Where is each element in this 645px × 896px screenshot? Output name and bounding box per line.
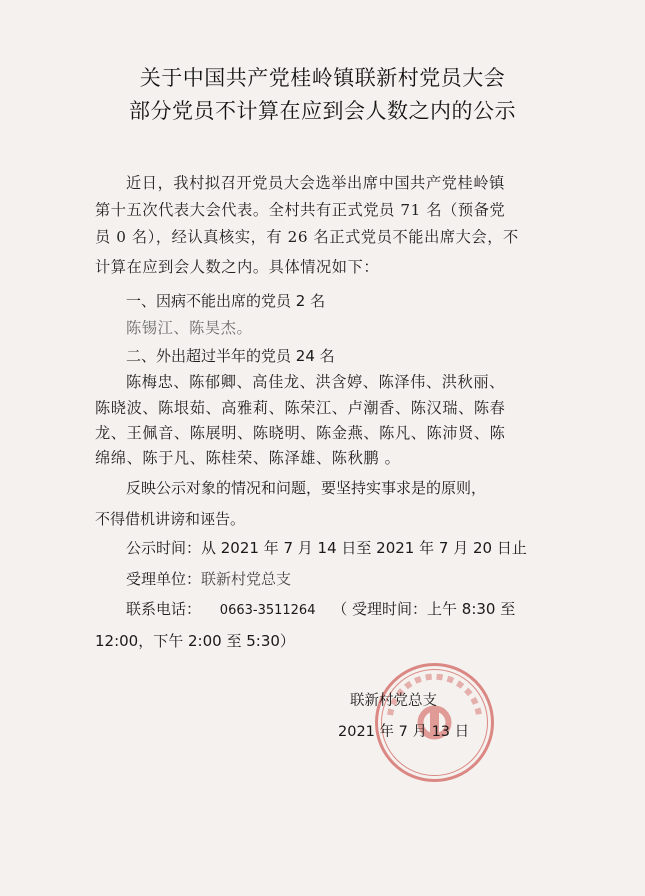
- title-line-2: 部分党员不计算在应到会人数之内的公示: [129, 99, 516, 123]
- intro-line-1: 近日，我村拟召开党员大会选举出席中国共产党桂岭镇: [126, 174, 505, 192]
- section1-heading: 一、因病不能出席的党员 2 名: [126, 292, 326, 310]
- office-label: 受理单位：: [126, 570, 202, 588]
- intro-line-4: 计算在应到会人数之内。具体情况如下：: [95, 258, 380, 276]
- intro-line-3: 员 0 名），经认真核实，有 26 名正式党员不能出席大会，不: [95, 228, 519, 246]
- notice-line-2: 不得借机讲谤和诬告。: [95, 510, 246, 528]
- section2-line-4: 绵绵、陈于凡、陈桂荣、陈泽雄、陈秋鹏 。: [95, 449, 401, 467]
- publicity-period: 公示时间：从 2021 年 7 月 14 日至 2021 年 7 月 20 日止: [126, 539, 527, 557]
- hours-part-2: 12:00，下午 2:00 至 5:30）: [95, 632, 295, 650]
- office-value: 联新村党总支: [201, 570, 292, 588]
- section2-line-2: 陈晓波、陈垠茹、高雅莉、陈荣江、卢潮香、陈汉瑞、陈春: [95, 399, 506, 417]
- section2-line-3: 龙、王佩音、陈展明、陈晓明、陈金燕、陈凡、陈沛贤、陈: [95, 424, 506, 442]
- signature-org: 联新村党总支: [350, 693, 437, 709]
- hours-part-1: （ 受理时间：上午 8:30 至: [332, 600, 516, 618]
- signature-date: 2021 年 7 月 13 日: [338, 724, 470, 740]
- office-line: [126, 569, 291, 589]
- title-line-1: 关于中国共产党桂岭镇联新村党员大会: [139, 66, 506, 90]
- notice-line-1: 反映公示对象的情况和问题，要坚持实事求是的原则，: [126, 479, 487, 497]
- section1-names: 陈锡江、陈昊杰。: [126, 319, 253, 337]
- phone-value: 0663-3511264: [219, 603, 316, 618]
- intro-line-2: 第十五次代表大会代表。全村共有正式党员 71 名（预备党: [95, 201, 506, 219]
- section2-line-1: 陈梅忠、陈郁卿、高佳龙、洪含婷、陈泽伟、洪秋丽、: [126, 373, 505, 391]
- section2-heading: 二、外出超过半年的党员 24 名: [126, 347, 335, 365]
- phone-label: 联系电话：: [126, 600, 202, 618]
- phone-line: [126, 599, 515, 621]
